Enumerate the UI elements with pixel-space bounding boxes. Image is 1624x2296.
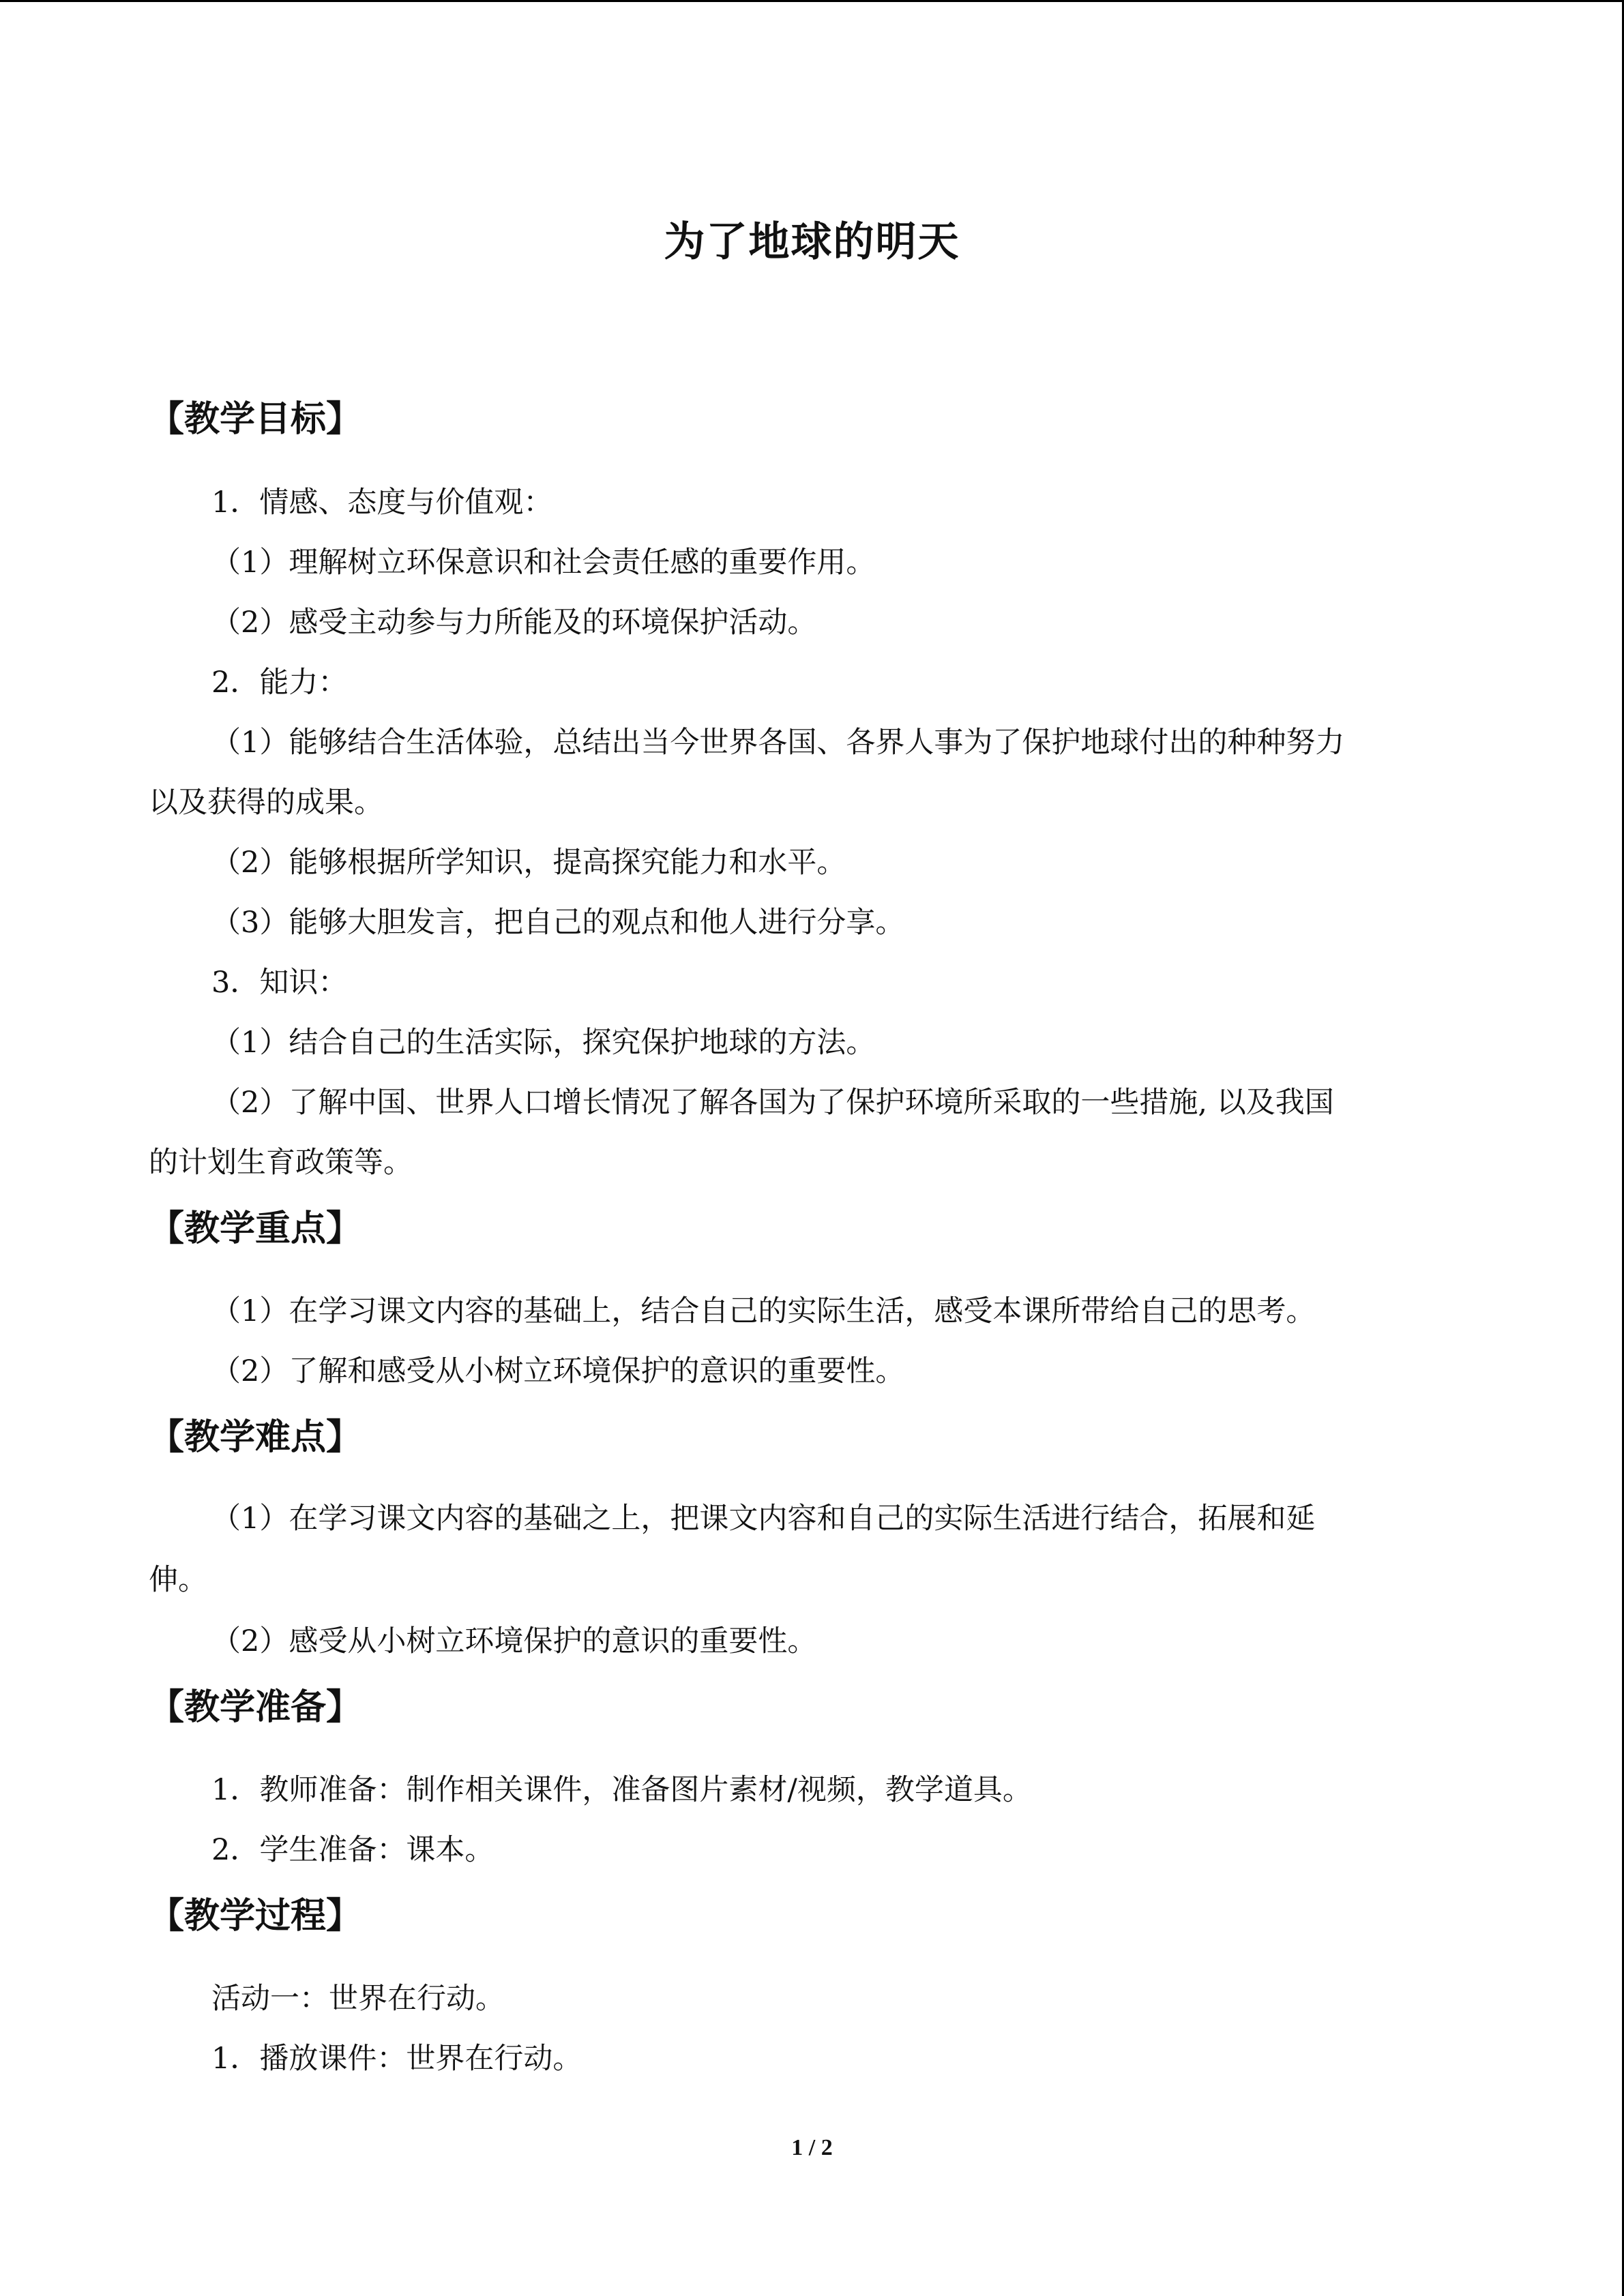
heading-key-points: 【教学重点】 xyxy=(149,1208,362,1249)
preparation-line: 1．教师准备：制作相关课件，准备图片素材/视频，教学道具。 xyxy=(211,1773,1032,1807)
objective-line: （1）理解树立环保意识和社会责任感的重要作用。 xyxy=(211,546,876,580)
document-title: 为了地球的明天 xyxy=(664,218,960,266)
objective-line: 3．知识： xyxy=(211,966,348,1000)
heading-preparation: 【教学准备】 xyxy=(149,1687,362,1728)
objective-line: 的计划生育政策等。 xyxy=(149,1146,413,1180)
difficulty-line: 伸。 xyxy=(149,1563,207,1597)
objective-line: 以及获得的成果。 xyxy=(149,786,383,820)
heading-objectives: 【教学目标】 xyxy=(149,399,362,440)
objective-line: 1．情感、态度与价值观： xyxy=(211,486,553,520)
difficulty-line: （2）感受从小树立环境保护的意识的重要性。 xyxy=(211,1624,817,1658)
difficulty-line: （1）在学习课文内容的基础之上，把课文内容和自己的实际生活进行结合，拓展和延 xyxy=(211,1502,1316,1536)
key-point-line: （2）了解和感受从小树立环境保护的意识的重要性。 xyxy=(211,1354,905,1388)
preparation-line: 2．学生准备：课本。 xyxy=(211,1833,494,1867)
heading-process: 【教学过程】 xyxy=(149,1896,362,1937)
objective-line: （1）能够结合生活体验，总结出当今世界各国、各界人事为了保护地球付出的种种努力 xyxy=(211,726,1345,760)
page-number: 1 / 2 xyxy=(791,2135,833,2160)
key-point-line: （1）在学习课文内容的基础上，结合自己的实际生活，感受本课所带给自己的思考。 xyxy=(211,1294,1316,1328)
page-border-top xyxy=(0,0,1624,2)
objective-line: 2．能力： xyxy=(211,666,348,700)
objective-line: （1）结合自己的生活实际，探究保护地球的方法。 xyxy=(211,1026,876,1060)
objective-line: （2）感受主动参与力所能及的环境保护活动。 xyxy=(211,606,817,640)
objective-line: （2）了解中国、世界人口增长情况了解各国为了保护环境所采取的一些措施, 以及我国 xyxy=(211,1086,1334,1120)
heading-difficulties: 【教学难点】 xyxy=(149,1417,362,1458)
process-line: 1．播放课件：世界在行动。 xyxy=(211,2042,582,2076)
objective-line: （2）能够根据所学知识，提高探究能力和水平。 xyxy=(211,846,846,880)
objective-line: （3）能够大胆发言，把自己的观点和他人进行分享。 xyxy=(211,906,905,940)
process-line: 活动一：世界在行动。 xyxy=(211,1982,505,2016)
